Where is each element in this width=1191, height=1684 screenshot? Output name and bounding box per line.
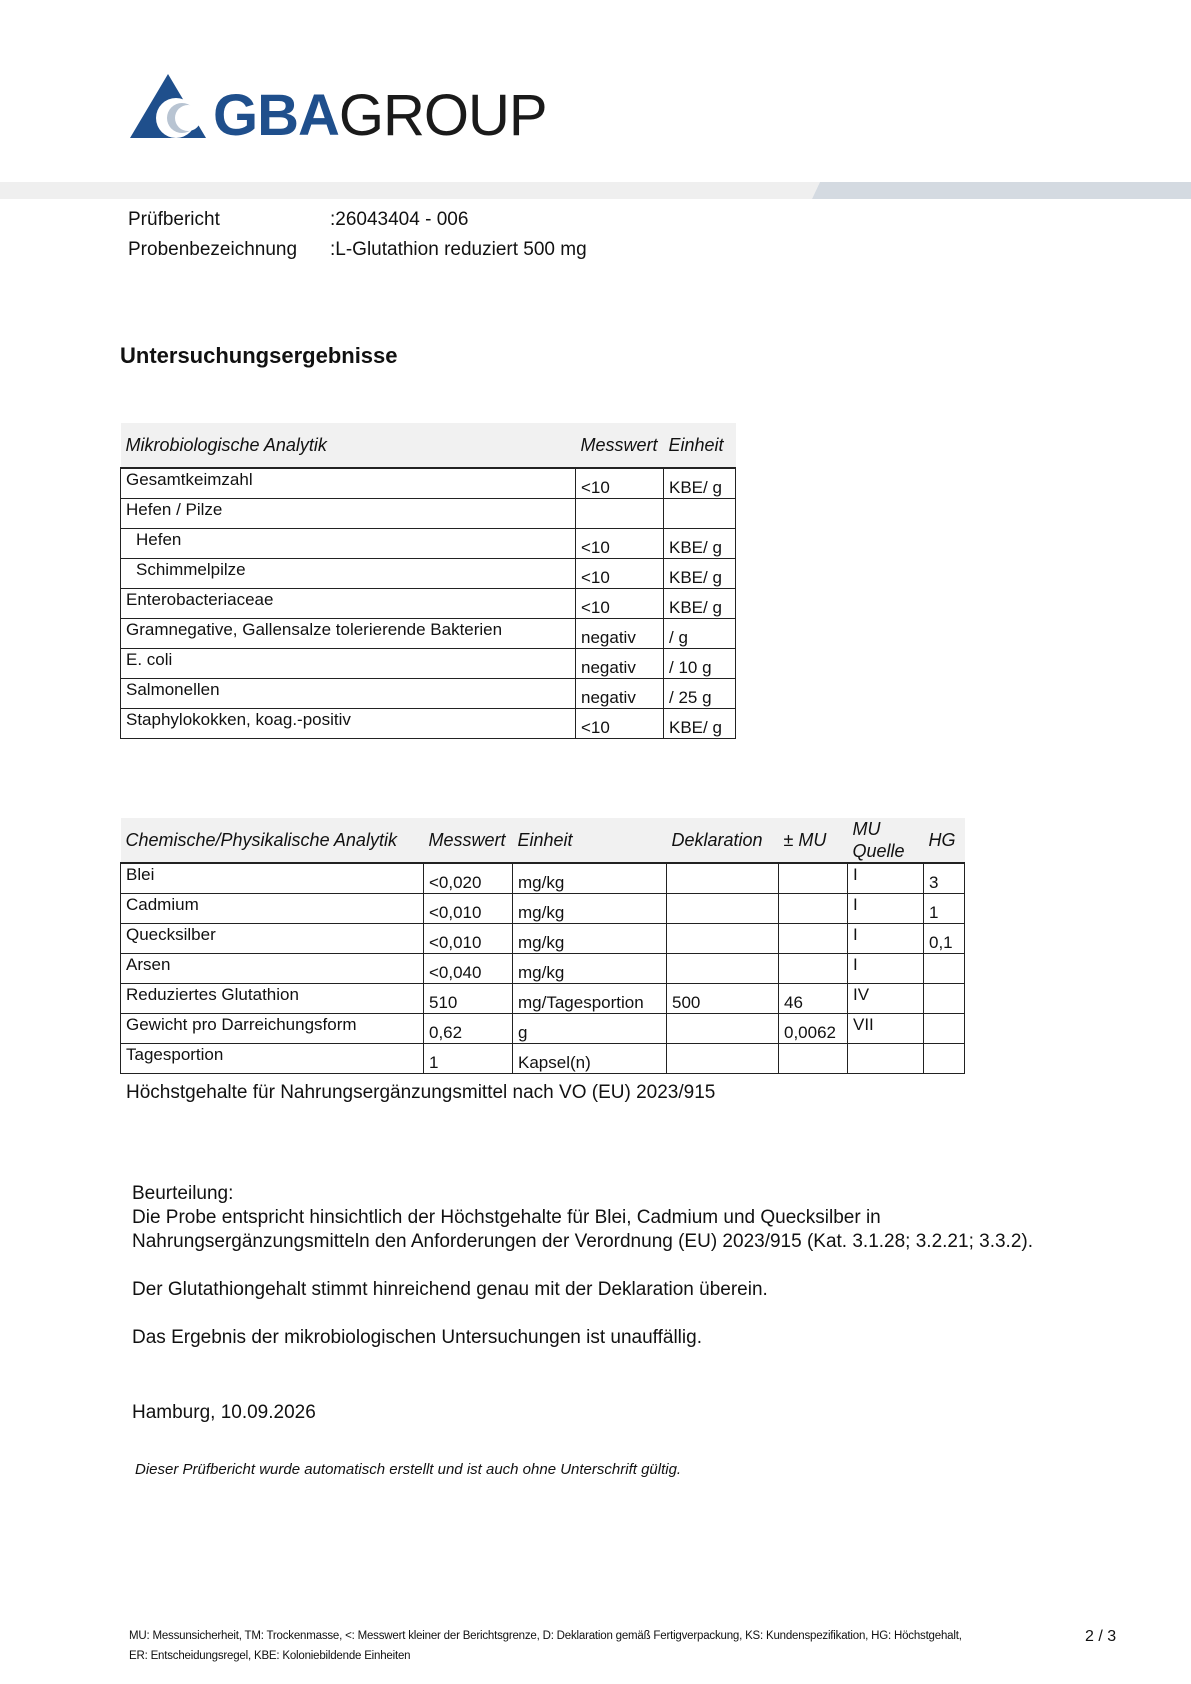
footer-legend-line-2: ER: Entscheidungsregel, KBE: Koloniebildende Einheiten <box>129 1650 411 1662</box>
chem-row-value: 0,62 <box>424 1014 513 1044</box>
micro-row-unit: / 25 g <box>664 679 736 709</box>
chem-row-hg <box>924 984 965 1014</box>
micro-row-unit: KBE/ g <box>664 529 736 559</box>
assessment-line-2: Nahrungsergänzungsmitteln den Anforderungen der Verordnung (EU) 2023/915 (Kat. 3.1.28; 3.2.21; 3.3.2). <box>132 1231 1033 1252</box>
chem-row-declaration <box>667 1014 779 1044</box>
table-row <box>121 559 736 589</box>
micro-row-value: <10 <box>576 709 664 739</box>
chem-row-label: Cadmium <box>121 894 424 924</box>
table-row <box>121 619 736 649</box>
company-logo <box>213 80 547 152</box>
place-date: Hamburg, 10.09.2026 <box>132 1402 316 1423</box>
micro-row-label: Gesamtkeimzahl <box>121 468 576 499</box>
auto-generated-note: Dieser Prüfbericht wurde automatisch erstellt und ist auch ohne Unterschrift gültig. <box>135 1461 682 1478</box>
chem-row-label: Blei <box>121 863 424 894</box>
chem-row-hg <box>924 1014 965 1044</box>
max-level-note: Höchstgehalte für Nahrungsergänzungsmittel nach VO (EU) 2023/915 <box>126 1082 716 1103</box>
chem-row-unit: mg/Tagesportion <box>513 984 667 1014</box>
table-row <box>121 499 736 529</box>
chem-row-hg: 3 <box>924 863 965 894</box>
chem-row-unit: mg/kg <box>513 924 667 954</box>
table-row <box>121 924 965 954</box>
chem-header-analysis: Chemische/Physikalische Analytik <box>121 818 424 863</box>
header-band <box>0 182 1191 199</box>
chem-table-header <box>121 818 965 863</box>
chem-row-label: Reduziertes Glutathion <box>121 984 424 1014</box>
chem-row-label: Tagesportion <box>121 1044 424 1074</box>
chem-row-unit: mg/kg <box>513 863 667 894</box>
table-row <box>121 709 736 739</box>
table-row <box>121 954 965 984</box>
logo-bold-text: GBA <box>213 83 339 148</box>
micro-row-value: negativ <box>576 619 664 649</box>
micro-row-value: <10 <box>576 559 664 589</box>
micro-header-analysis: Mikrobiologische Analytik <box>121 423 576 468</box>
logo-light-text: GROUP <box>338 83 547 148</box>
assessment-micro: Das Ergebnis der mikrobiologischen Untersuchungen ist unauffällig. <box>132 1327 702 1348</box>
assessment-glutathione: Der Glutathiongehalt stimmt hinreichend genau mit der Deklaration überein. <box>132 1279 768 1300</box>
page-number: 2 / 3 <box>1085 1628 1117 1645</box>
chem-row-mu <box>779 1044 848 1074</box>
chem-row-value: 1 <box>424 1044 513 1074</box>
section-title: Untersuchungsergebnisse <box>120 343 398 368</box>
micro-row-value: <10 <box>576 589 664 619</box>
chem-header-mu: ± MU <box>779 818 848 863</box>
micro-row-unit: / 10 g <box>664 649 736 679</box>
chem-row-unit: Kapsel(n) <box>513 1044 667 1074</box>
chem-row-mu: 0,0062 <box>779 1014 848 1044</box>
micro-row-value: negativ <box>576 649 664 679</box>
chem-row-label: Gewicht pro Darreichungsform <box>121 1014 424 1044</box>
report-number-row <box>128 208 468 232</box>
micro-row-unit: KBE/ g <box>664 709 736 739</box>
chem-row-hg <box>924 1044 965 1074</box>
micro-row-value <box>576 499 664 529</box>
micro-header-value: Messwert <box>576 423 664 468</box>
chem-header-declaration: Deklaration <box>667 818 779 863</box>
micro-row-value: <10 <box>576 529 664 559</box>
table-row <box>121 529 736 559</box>
micro-table <box>120 423 736 739</box>
chem-row-unit: mg/kg <box>513 894 667 924</box>
chem-header-mu-source: MU Quelle <box>848 818 924 863</box>
chem-row-mu <box>779 863 848 894</box>
chem-row-value: <0,040 <box>424 954 513 984</box>
table-row <box>121 1044 965 1074</box>
micro-row-unit: / g <box>664 619 736 649</box>
chem-header-unit: Einheit <box>513 818 667 863</box>
footer-legend-line-1: MU: Messunsicherheit, TM: Trockenmasse, <: Messwert kleiner der Berichtsgrenze, D: Deklaration gemäß Fertigverpackung, KS: Kundenspezifikation, HG: Höchstgehalt, <box>129 1630 962 1642</box>
chem-row-declaration: 500 <box>667 984 779 1014</box>
micro-row-unit: KBE/ g <box>664 559 736 589</box>
chem-row-declaration <box>667 863 779 894</box>
micro-row-label: Hefen <box>121 529 576 559</box>
chem-row-label: Arsen <box>121 954 424 984</box>
micro-row-value: negativ <box>576 679 664 709</box>
chem-row-hg: 1 <box>924 894 965 924</box>
chem-header-hg: HG <box>924 818 965 863</box>
chem-row-unit: g <box>513 1014 667 1044</box>
table-row <box>121 649 736 679</box>
assessment-line-1: Die Probe entspricht hinsichtlich der Höchstgehalte für Blei, Cadmium und Quecksilber in <box>132 1207 881 1228</box>
chem-row-hg <box>924 954 965 984</box>
chem-row-mu-source: IV <box>848 984 924 1014</box>
micro-row-label: Staphylokokken, koag.-positiv <box>121 709 576 739</box>
table-row <box>121 679 736 709</box>
chem-row-mu <box>779 954 848 984</box>
assessment-heading: Beurteilung: <box>132 1183 234 1204</box>
chem-row-mu-source <box>848 1044 924 1074</box>
micro-row-unit <box>664 499 736 529</box>
sample-value: :L-Glutathion reduziert 500 mg <box>330 239 587 260</box>
micro-table-header <box>121 423 736 468</box>
table-row <box>121 984 965 1014</box>
chem-row-mu-source: I <box>848 924 924 954</box>
chem-row-value: <0,010 <box>424 924 513 954</box>
micro-row-unit: KBE/ g <box>664 468 736 499</box>
micro-row-label: Hefen / Pilze <box>121 499 576 529</box>
chem-row-mu-source: I <box>848 863 924 894</box>
sample-name-row <box>128 238 587 262</box>
chem-row-mu-source: I <box>848 894 924 924</box>
sample-label: Probenbezeichnung <box>128 239 298 260</box>
micro-row-label: E. coli <box>121 649 576 679</box>
table-row <box>121 863 965 894</box>
table-row <box>121 589 736 619</box>
table-row <box>121 1014 965 1044</box>
micro-row-label: Gramnegative, Gallensalze tolerierende Bakterien <box>121 619 576 649</box>
chem-row-mu <box>779 894 848 924</box>
report-value: :26043404 - 006 <box>330 209 469 230</box>
chem-row-unit: mg/kg <box>513 954 667 984</box>
micro-row-label: Enterobacteriaceae <box>121 589 576 619</box>
chem-row-value: 510 <box>424 984 513 1014</box>
chem-row-declaration <box>667 1044 779 1074</box>
chem-row-mu-source: VII <box>848 1014 924 1044</box>
chem-row-value: <0,020 <box>424 863 513 894</box>
micro-row-value: <10 <box>576 468 664 499</box>
micro-row-label: Schimmelpilze <box>121 559 576 589</box>
chem-row-declaration <box>667 894 779 924</box>
chem-row-mu: 46 <box>779 984 848 1014</box>
micro-row-label: Salmonellen <box>121 679 576 709</box>
chem-row-declaration <box>667 924 779 954</box>
table-row <box>121 894 965 924</box>
chem-row-value: <0,010 <box>424 894 513 924</box>
chem-header-value: Messwert <box>424 818 513 863</box>
chem-row-declaration <box>667 954 779 984</box>
table-row <box>121 468 736 499</box>
chem-row-hg: 0,1 <box>924 924 965 954</box>
report-label: Prüfbericht <box>128 209 220 230</box>
chem-row-label: Quecksilber <box>121 924 424 954</box>
chem-row-mu-source: I <box>848 954 924 984</box>
micro-row-unit: KBE/ g <box>664 589 736 619</box>
chem-row-mu <box>779 924 848 954</box>
chem-table <box>120 818 965 1074</box>
micro-header-unit: Einheit <box>664 423 736 468</box>
